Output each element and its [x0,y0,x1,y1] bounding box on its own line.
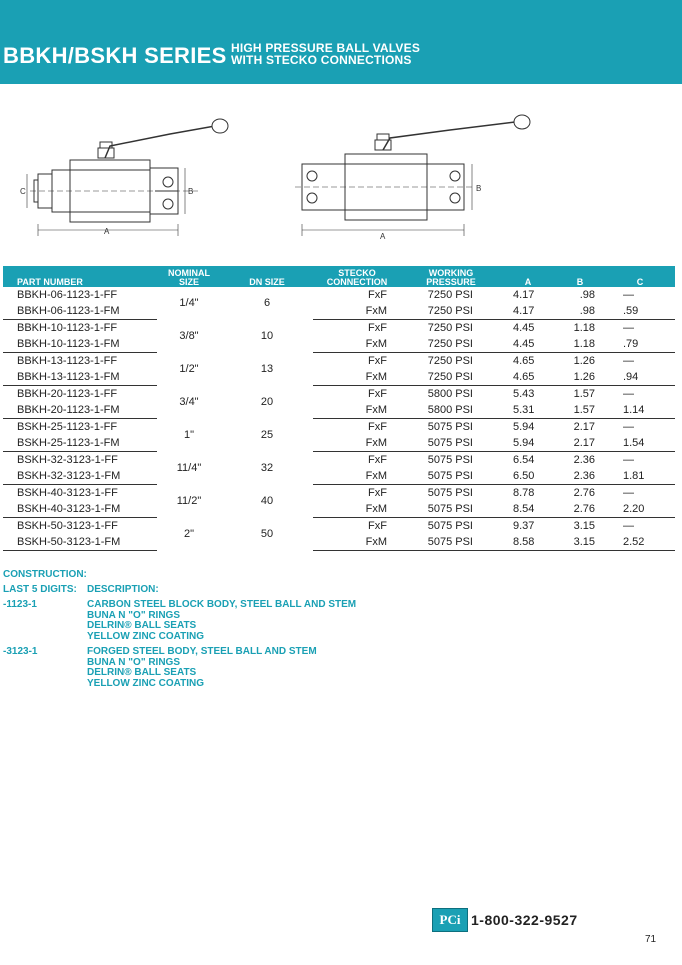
part-number: BSKH-40-3123-1-FF [17,487,118,499]
part-number: BSKH-25-1123-1-FM [3,435,157,452]
part-number: BSKH-32-3123-1-FM [3,468,157,485]
header-nominal-size: NOMINAL SIZE [157,266,221,287]
dim-b: 1.18 [573,322,595,334]
working-pressure: 5075 PSI [401,534,501,551]
table-row [3,303,675,320]
part-number: BSKH-50-3123-1-FF [17,520,118,532]
part-number: BSKH-40-3123-1-FM [3,501,157,518]
dim-b: 1.57 [573,388,595,400]
table-body [3,287,675,551]
connection: FxF [368,322,387,334]
connection: FxM [313,402,401,419]
dim-c: .59 [605,303,675,320]
description-line: BUNA N "O" RINGS [87,609,181,621]
dim-a: 6.54 [513,454,535,466]
working-pressure: 7250 PSI [427,322,473,334]
dn-size: 20 [260,396,274,408]
part-number: BSKH-32-3123-1-FF [17,454,118,466]
dim-b: 2.76 [555,501,605,518]
dim-a: 4.17 [513,289,535,301]
dim-c: — [623,421,634,433]
dn-size: 50 [260,528,274,540]
part-number: BBKH-13-1123-1-FF [17,355,118,367]
drawing-right [295,115,530,236]
table-row [3,287,675,303]
dim-b: 3.15 [573,520,595,532]
construction-item [3,647,423,694]
table-row [3,468,675,485]
description-line: CARBON STEEL BLOCK BODY, STEEL BALL AND STEM [87,599,357,610]
dim-b: 2.17 [555,435,605,452]
dn-size: 13 [260,363,274,375]
dim-c: — [623,322,634,334]
dim-b: 2.76 [573,487,595,499]
dim-b: 2.36 [555,468,605,485]
construction-description [87,647,317,689]
drawing-left-label-b: B [188,187,194,196]
dim-a: 4.65 [513,355,535,367]
dim-a: 5.94 [501,435,555,452]
dim-c: 2.20 [605,501,675,518]
connection: FxM [313,369,401,386]
connection: FxF [368,487,387,499]
drawing-left-label-c: C [20,187,26,196]
table-header-row [3,266,675,287]
construction-description [87,600,356,642]
subtitle-line-1: HIGH PRESSURE BALL VALVES [231,41,421,55]
dn-size: 6 [263,297,271,310]
table-row [3,320,675,337]
working-pressure: 5075 PSI [427,421,473,433]
nominal-size: 3/4" [179,396,199,408]
description-line: YELLOW ZINC COATING [87,677,205,689]
header-band [0,0,682,84]
description-line: FORGED STEEL BODY, STEEL BALL AND STEM [87,646,317,657]
last-five-digits-label: LAST 5 DIGITS: [3,584,77,595]
dim-b: .98 [555,303,605,320]
table-row [3,534,675,551]
working-pressure: 5075 PSI [427,520,473,532]
working-pressure: 7250 PSI [401,303,501,320]
dim-c: — [623,355,634,367]
dim-b: .98 [579,289,595,301]
connection: FxF [368,520,387,532]
dim-c: — [623,388,634,400]
table-row [3,419,675,436]
description-line: DELRIN® BALL SEATS [87,667,197,678]
part-number: BBKH-06-1123-1-FM [3,303,157,320]
header-dn-size: DN SIZE [221,266,313,287]
header-a: A [501,266,555,287]
subtitle-line-2: WITH STECKO CONNECTIONS [231,53,412,67]
header-stecko-connection: STECKO CONNECTION [313,266,401,287]
table-row [3,402,675,419]
nominal-size: 1/2" [179,363,199,375]
dim-c: — [623,487,634,499]
nominal-size: 1" [183,429,195,441]
connection: FxF [368,355,387,367]
nominal-size: 1/4" [179,297,199,310]
dim-a: 8.58 [501,534,555,551]
spec-table [3,266,675,551]
header-working-pressure: WORKING PRESSURE [401,266,501,287]
part-number: BBKH-20-1123-1-FF [17,388,118,400]
description-line: BUNA N "O" RINGS [87,656,181,668]
dim-a: 4.45 [513,322,535,334]
table-row [3,452,675,469]
dim-c: — [623,520,634,532]
description-label: DESCRIPTION: [87,584,159,595]
dim-a: 4.17 [501,303,555,320]
dim-b: 1.18 [555,336,605,353]
working-pressure: 5800 PSI [401,402,501,419]
table-row [3,435,675,452]
connection: FxM [313,534,401,551]
working-pressure: 5075 PSI [401,468,501,485]
nominal-size: 11/4" [176,462,202,474]
part-number: BBKH-06-1123-1-FF [17,289,118,301]
connection: FxM [313,501,401,518]
table-row [3,386,675,403]
nominal-size: 3/8" [179,330,199,342]
table-row [3,369,675,386]
construction-title-row [3,570,423,585]
working-pressure: 5800 PSI [427,388,473,400]
drawing-left [27,119,228,236]
series-title: BBKH/BSKH SERIES [3,43,227,68]
construction-section [3,570,423,694]
dn-size: 25 [260,429,274,441]
part-number: BSKH-50-3123-1-FM [3,534,157,551]
dim-b: 2.36 [573,454,595,466]
dim-c: 1.81 [605,468,675,485]
working-pressure: 5075 PSI [427,454,473,466]
dim-a: 4.65 [501,369,555,386]
dim-c: 1.54 [605,435,675,452]
dim-b: 1.26 [555,369,605,386]
part-number: BSKH-25-1123-1-FF [17,421,118,433]
dn-size: 10 [260,330,274,342]
drawing-right-label-b: B [476,184,482,193]
phone-number: 1-800-322-9527 [471,912,578,928]
nominal-size: 2" [183,528,195,540]
header-part-number: PART NUMBER [3,266,157,287]
working-pressure: 7250 PSI [427,289,473,301]
connection: FxF [368,289,387,301]
dim-a: 5.94 [513,421,535,433]
construction-code: -1123-1 [3,599,37,610]
dim-a: 5.43 [513,388,535,400]
table-row [3,485,675,502]
series-subtitle [231,42,420,66]
table-row [3,518,675,535]
dim-c: .79 [605,336,675,353]
table-row [3,353,675,370]
description-line: YELLOW ZINC COATING [87,630,205,642]
connection: FxM [313,336,401,353]
description-line: DELRIN® BALL SEATS [87,620,197,631]
construction-code: -3123-1 [3,646,38,657]
dim-c: .94 [605,369,675,386]
drawing-left-label-a: A [104,227,110,236]
header-b: B [555,266,605,287]
dim-a: 8.54 [501,501,555,518]
dim-a: 4.45 [501,336,555,353]
part-number: BBKH-13-1123-1-FM [3,369,157,386]
dim-c: 2.52 [605,534,675,551]
part-number: BBKH-20-1123-1-FM [3,402,157,419]
construction-item [3,600,423,647]
dim-b: 1.57 [555,402,605,419]
part-number: BBKH-10-1123-1-FF [17,322,118,334]
working-pressure: 5075 PSI [401,501,501,518]
dn-size: 40 [260,495,274,507]
construction-title: CONSTRUCTION: [3,569,87,580]
working-pressure: 7250 PSI [401,369,501,386]
dim-c: — [623,289,634,301]
working-pressure: 7250 PSI [401,336,501,353]
construction-header-row [3,585,423,600]
working-pressure: 5075 PSI [401,435,501,452]
page-number: 71 [645,934,657,945]
connection: FxM [313,468,401,485]
dim-a: 6.50 [501,468,555,485]
dim-c: 1.14 [605,402,675,419]
drawing-right-label-a: A [380,232,386,241]
part-number: BBKH-10-1123-1-FM [3,336,157,353]
header-c: C [605,266,675,287]
dim-a: 5.31 [501,402,555,419]
dim-b: 1.26 [573,355,595,367]
valve-drawings [0,100,682,250]
connection: FxF [368,421,387,433]
dim-c: — [623,454,634,466]
connection: FxM [313,435,401,452]
dim-a: 8.78 [513,487,535,499]
connection: FxF [368,454,387,466]
dim-b: 3.15 [555,534,605,551]
nominal-size: 11/2" [176,495,202,507]
dim-a: 9.37 [513,520,535,532]
connection: FxM [313,303,401,320]
dn-size: 32 [260,462,274,474]
table-row [3,501,675,518]
connection: FxF [368,388,387,400]
working-pressure: 5075 PSI [427,487,473,499]
table-row [3,336,675,353]
dim-b: 2.17 [573,421,595,433]
working-pressure: 7250 PSI [427,355,473,367]
pci-logo: PCi [432,908,468,932]
